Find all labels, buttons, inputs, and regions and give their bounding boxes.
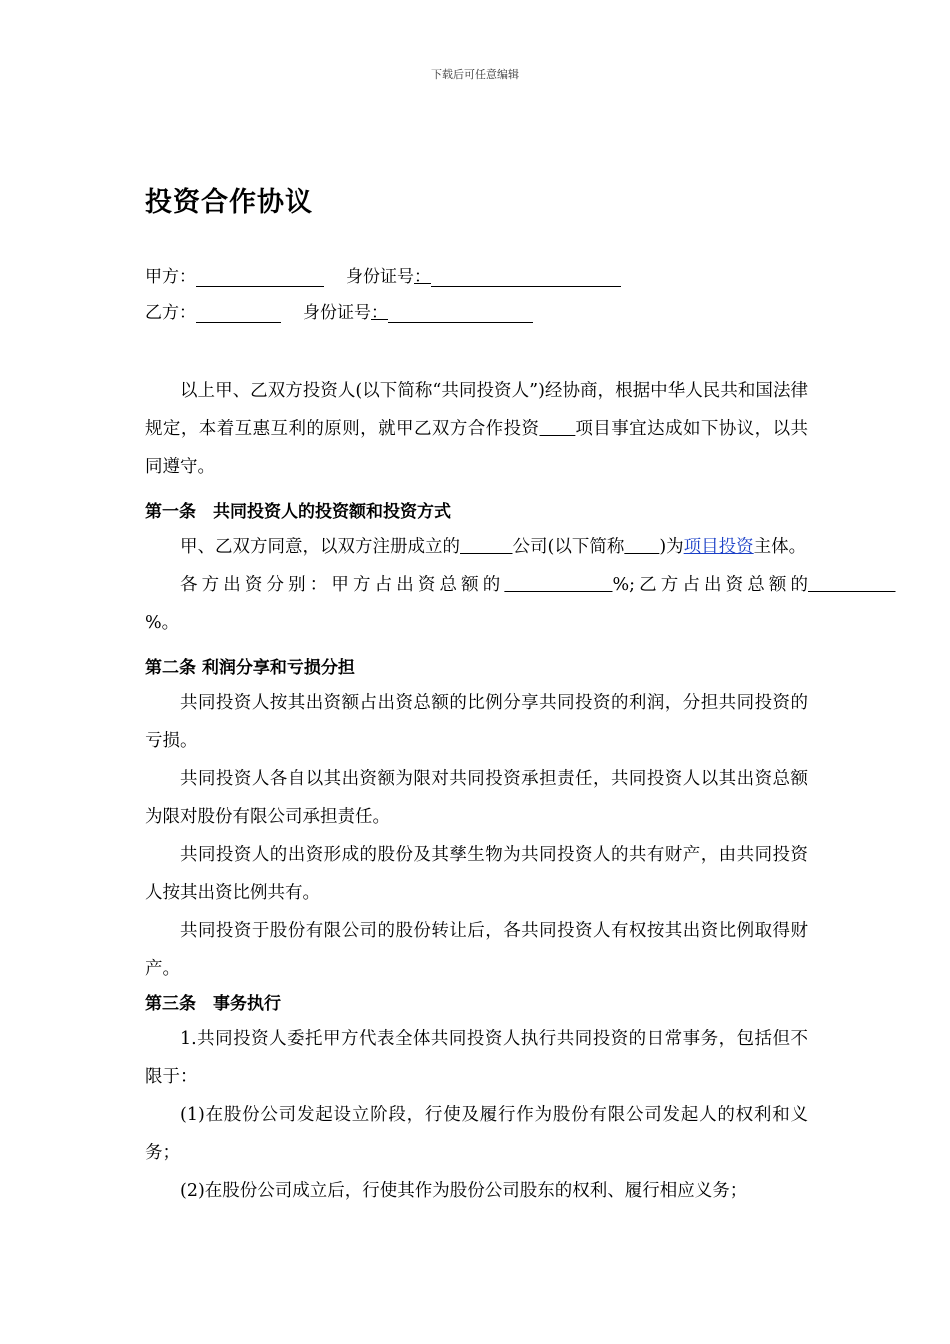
company-short-name-blank[interactable] (624, 537, 659, 557)
party-b-id-label: 身份证号 (303, 303, 371, 323)
article-3-paragraph: (1)在股份公司发起设立阶段，行使及履行作为股份有限公司发起人的权利和义务； (145, 1105, 808, 1163)
preamble-paragraph: 以上甲、乙双方投资人(以下简称“共同投资人”)经协商，根据中华人民共和国法律规定，本着互惠互利的原则，就甲乙双方合作投资 项目事宜达成如下协议，以共同遵守。 (145, 381, 809, 477)
party-a-name-blank[interactable] (196, 268, 324, 287)
article-3-heading: 第三条 事务执行 (145, 994, 281, 1014)
party-a-id-blank[interactable] (431, 268, 621, 287)
party-a-line: 甲方： 身份证号： (145, 262, 621, 287)
party-b-share-blank[interactable] (808, 575, 896, 595)
party-a-label: 甲方： (145, 267, 196, 287)
document-body (145, 372, 808, 1210)
article-2-paragraph: 共同投资于股份有限公司的股份转让后，各共同投资人有权按其出资比例取得财产。 (145, 921, 808, 979)
company-name-blank[interactable] (460, 537, 513, 557)
project-name-blank[interactable] (539, 419, 575, 439)
article-1-paragraph-1: 甲、乙双方同意，以双方注册成立的 公司(以下简称 )为项目投资主体。 (180, 537, 807, 557)
document-title: 投资合作协议 (145, 187, 313, 218)
article-1-heading: 第一条 共同投资人的投资额和投资方式 (145, 502, 451, 522)
party-a-share-blank[interactable] (504, 575, 612, 595)
party-b-label: 乙方： (145, 303, 196, 323)
article-2-paragraph: 共同投资人按其出资额占出资总额的比例分享共同投资的利润，分担共同投资的亏损。 (145, 693, 808, 751)
article-3-paragraph: (2)在股份公司成立后，行使其作为股份公司股东的权利、履行相应义务； (180, 1181, 748, 1201)
header-note: 下载后可任意编辑 (431, 68, 519, 81)
article-1-paragraph-2: 各方出资分别：甲方占出资总额的 %;乙方占出资总额的 %。 (145, 566, 808, 642)
article-2-heading: 第二条 利润分享和亏损分担 (145, 658, 355, 678)
article-2-paragraph: 共同投资人的出资形成的股份及其孳生物为共同投资人的共有财产，由共同投资人按其出资比例共有。 (145, 845, 808, 903)
article-2-paragraph: 共同投资人各自以其出资额为限对共同投资承担责任，共同投资人以其出资总额为限对股份有限公司承担责任。 (145, 769, 808, 827)
party-a-id-label: 身份证号 (346, 267, 414, 287)
party-b-name-blank[interactable] (196, 304, 281, 323)
party-b-id-blank[interactable] (388, 304, 533, 323)
project-investment-link[interactable]: 项目投资 (683, 537, 754, 557)
article-3-paragraph: 1.共同投资人委托甲方代表全体共同投资人执行共同投资的日常事务，包括但不限于： (145, 1029, 808, 1087)
party-b-line: 乙方： 身份证号： (145, 298, 533, 323)
